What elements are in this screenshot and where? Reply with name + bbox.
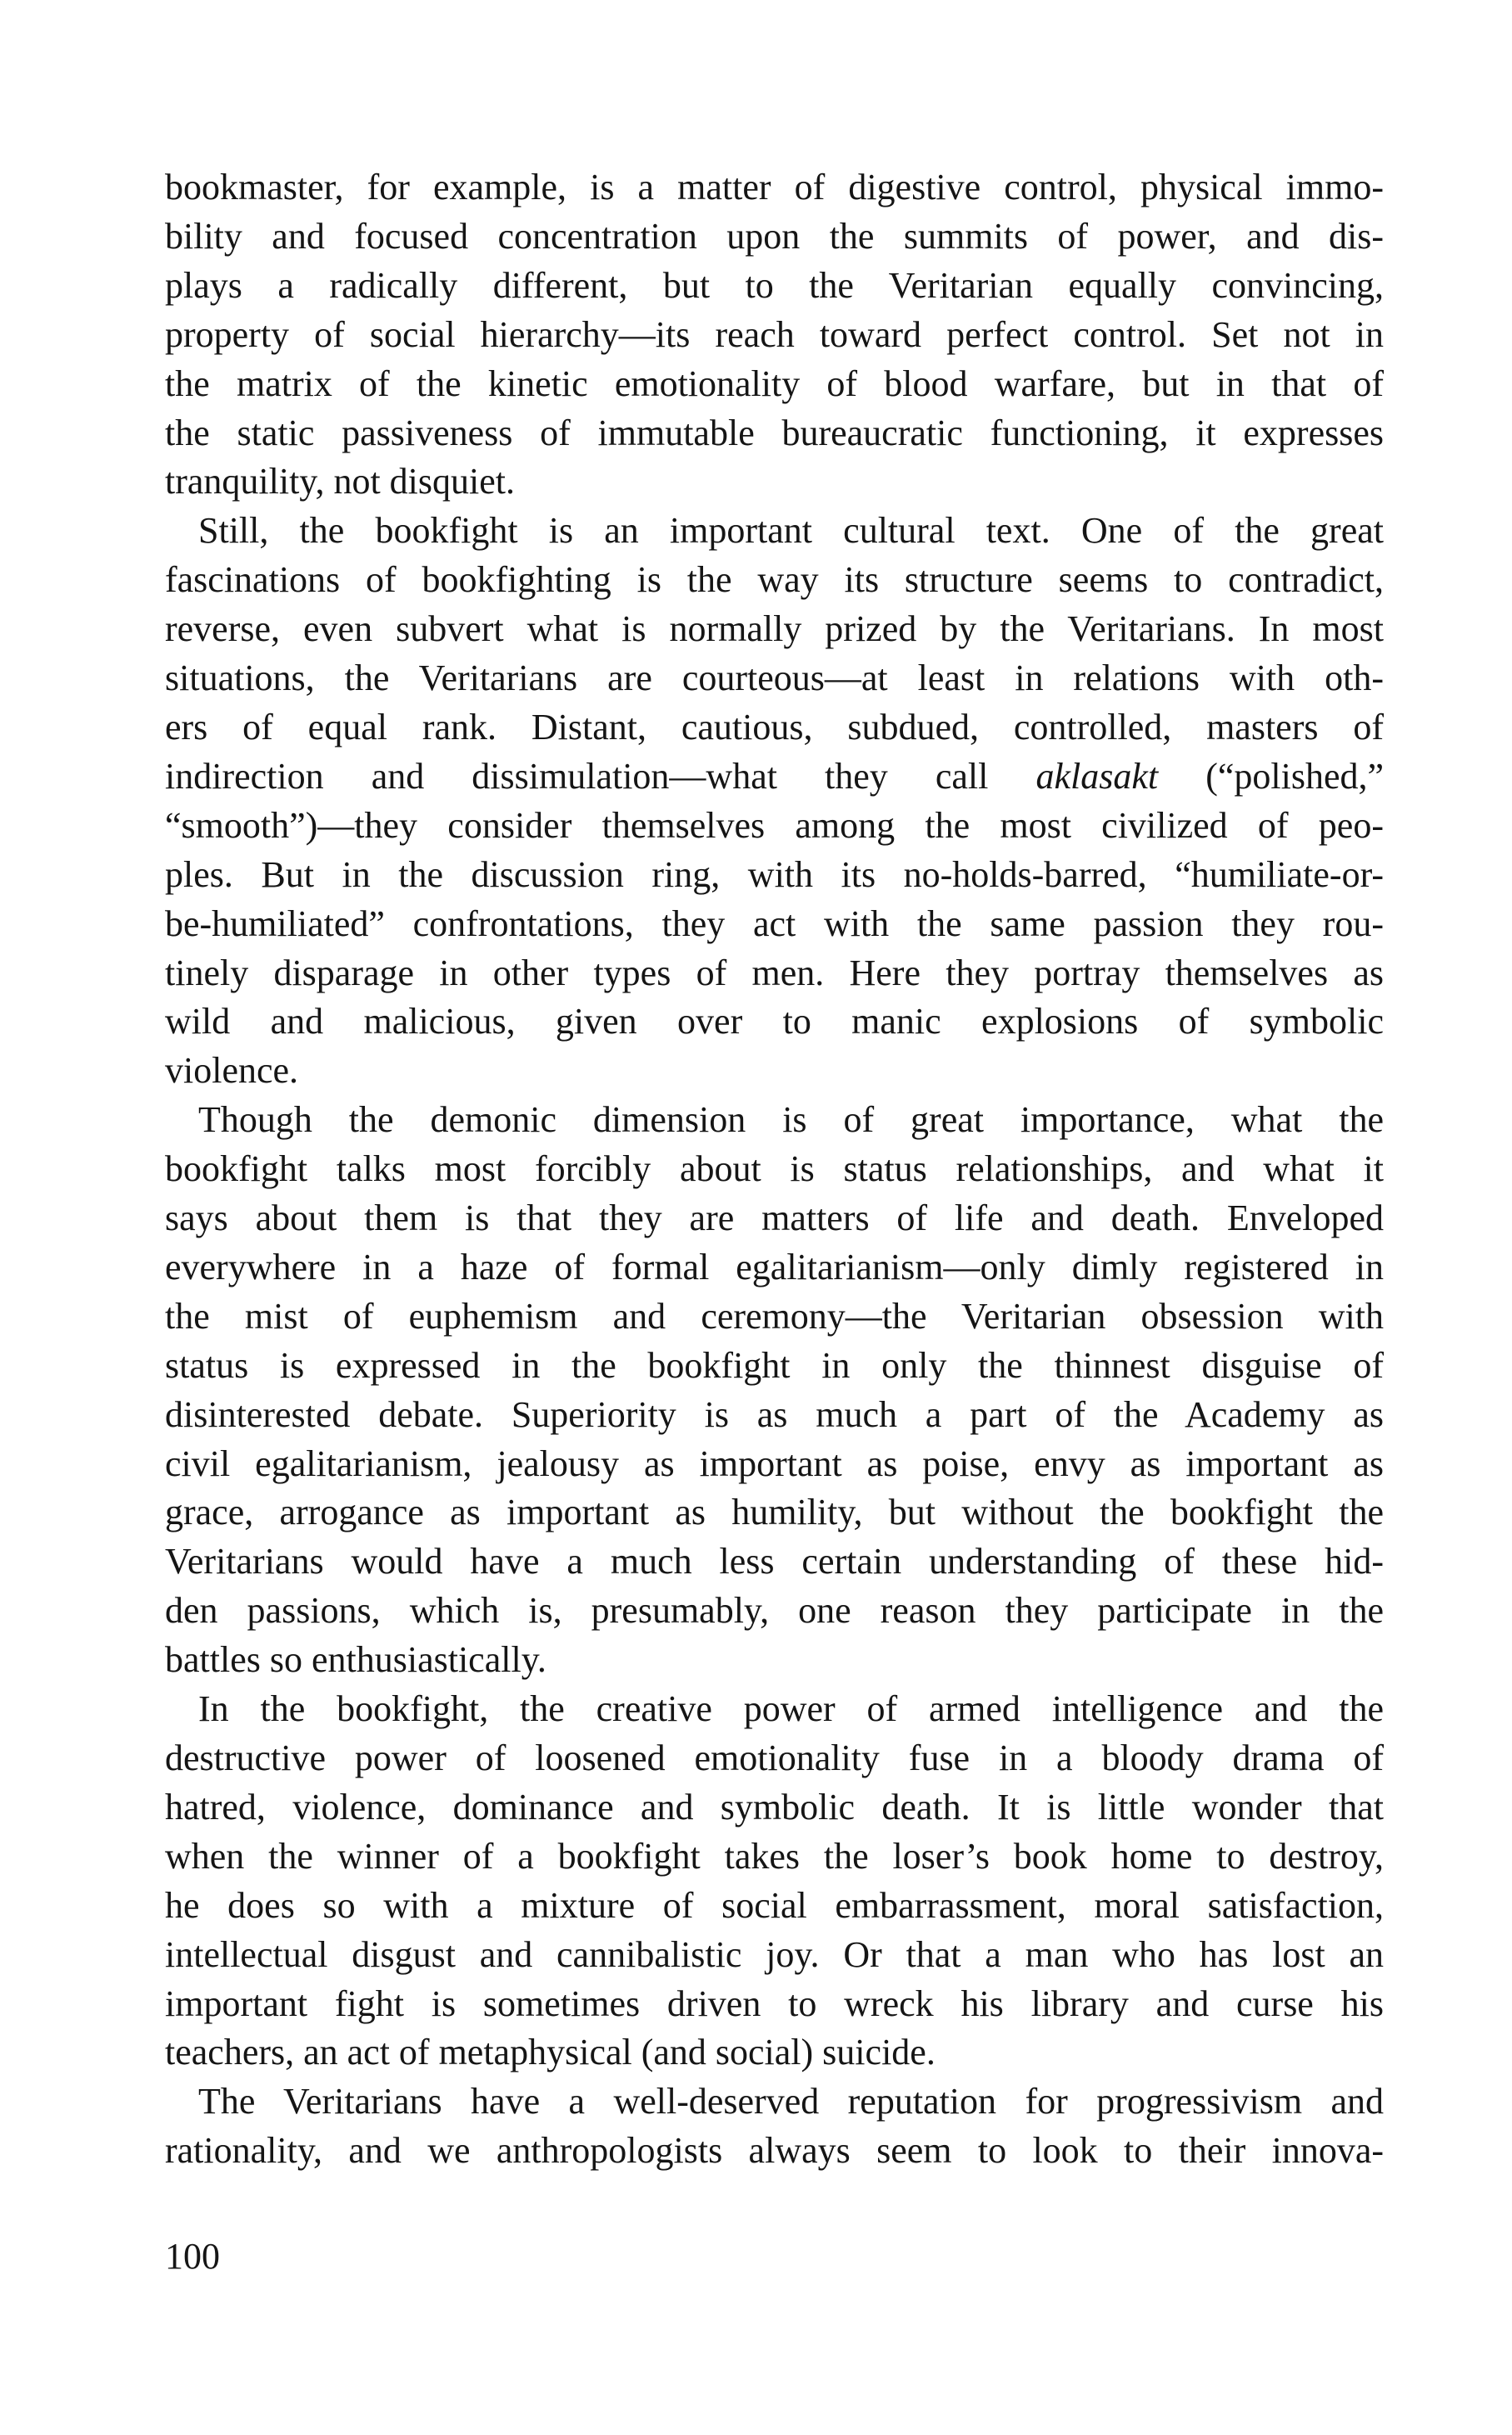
text-line: In the bookfight, the creative power of armed intelligence and the xyxy=(198,1688,1384,1730)
page-number: 100 xyxy=(165,2236,220,2277)
text-line: situations, the Veritarians are courteous—at least in relations with oth- xyxy=(165,658,1384,699)
text-line: “smooth”)—they consider themselves among the most civilized of peo- xyxy=(165,804,1384,846)
text-line: reverse, even subvert what is normally prized by the Veritarians. In most xyxy=(165,608,1384,650)
text-line: Veritarians would have a much less certain understanding of these hid- xyxy=(165,1541,1384,1582)
text-line: fascinations of bookfighting is the way its structure seems to contradict, xyxy=(165,559,1384,601)
text-line: hatred, violence, dominance and symbolic death. It is little wonder that xyxy=(165,1786,1384,1828)
text-line: says about them is that they are matters of life and death. Enveloped xyxy=(165,1198,1384,1239)
text-line: status is expressed in the bookfight in only the thinnest disguise of xyxy=(165,1344,1384,1386)
text-line: intellectual disgust and cannibalistic joy. Or that a man who has lost an xyxy=(165,1933,1384,1975)
text-line: rationality, and we anthropologists always seem to look to their innova- xyxy=(165,2130,1384,2172)
text-line: disinterested debate. Superiority is as much a part of the Academy as xyxy=(165,1393,1384,1435)
text-line: be-humiliated” confrontations, they act with the same passion they rou- xyxy=(165,902,1384,944)
text-line: important fight is sometimes driven to wreck his library and curse his xyxy=(165,1982,1384,2024)
text-line: property of social hierarchy—its reach toward perfect control. Set not in xyxy=(165,313,1384,355)
text-line: tranquility, not disquiet. xyxy=(165,461,515,502)
text-line: he does so with a mixture of social embarrassment, moral satisfaction, xyxy=(165,1884,1384,1926)
text-line: teachers, an act of metaphysical (and social) suicide. xyxy=(165,2032,936,2073)
text-line: battles so enthusiastically. xyxy=(165,1639,546,1681)
text-line: ers of equal rank. Distant, cautious, subdued, controlled, masters of xyxy=(165,706,1384,748)
text-line: destructive power of loosened emotionality fuse in a bloody drama of xyxy=(165,1738,1384,1778)
text-line: bookmaster, for example, is a matter of digestive control, physical immo- xyxy=(165,167,1384,208)
text-line: ples. But in the discussion ring, with its no-holds-barred, “humiliate-or- xyxy=(165,853,1384,895)
text-line: bookfight talks most forcibly about is status relationships, and what it xyxy=(165,1148,1384,1190)
text-line: grace, arrogance as important as humility, but without the bookfight the xyxy=(165,1492,1384,1533)
text-line: The Veritarians have a well-deserved reputation for progressivism and xyxy=(198,2081,1384,2122)
text-line: when the winner of a bookfight takes the loser’s book home to destroy, xyxy=(165,1835,1384,1877)
text-line: civil egalitarianism, jealousy as important as poise, envy as important as xyxy=(165,1442,1384,1484)
text-line: tinely disparage in other types of men. Here they portray themselves as xyxy=(165,952,1384,993)
text-line: Still, the bookfight is an important cultural text. One of the great xyxy=(198,510,1384,552)
text-line: den passions, which is, presumably, one reason they participate in the xyxy=(165,1590,1384,1632)
italic-term: aklasakt xyxy=(1035,755,1159,797)
text-line: indirection and dissimulation—what they call aklasakt (“polished,” xyxy=(165,755,1385,797)
text-line: bility and focused concentration upon the summits of power, and dis- xyxy=(165,215,1384,257)
text-line: violence. xyxy=(165,1050,299,1092)
text-line: the mist of euphemism and ceremony—the Veritarian obsession with xyxy=(165,1295,1384,1337)
body-text xyxy=(165,163,1384,2176)
text-line: wild and malicious, given over to manic explosions of symbolic xyxy=(165,1001,1384,1042)
text-line: everywhere in a haze of formal egalitarianism—only dimly registered in xyxy=(165,1246,1384,1288)
text-line: Though the demonic dimension is of great importance, what the xyxy=(198,1099,1384,1141)
text-line: the static passiveness of immutable bureaucratic functioning, it expresses xyxy=(165,412,1384,453)
text-line: the matrix of the kinetic emotionality of blood warfare, but in that of xyxy=(165,362,1384,404)
text-line: plays a radically different, but to the Veritarian equally convincing, xyxy=(165,264,1384,306)
